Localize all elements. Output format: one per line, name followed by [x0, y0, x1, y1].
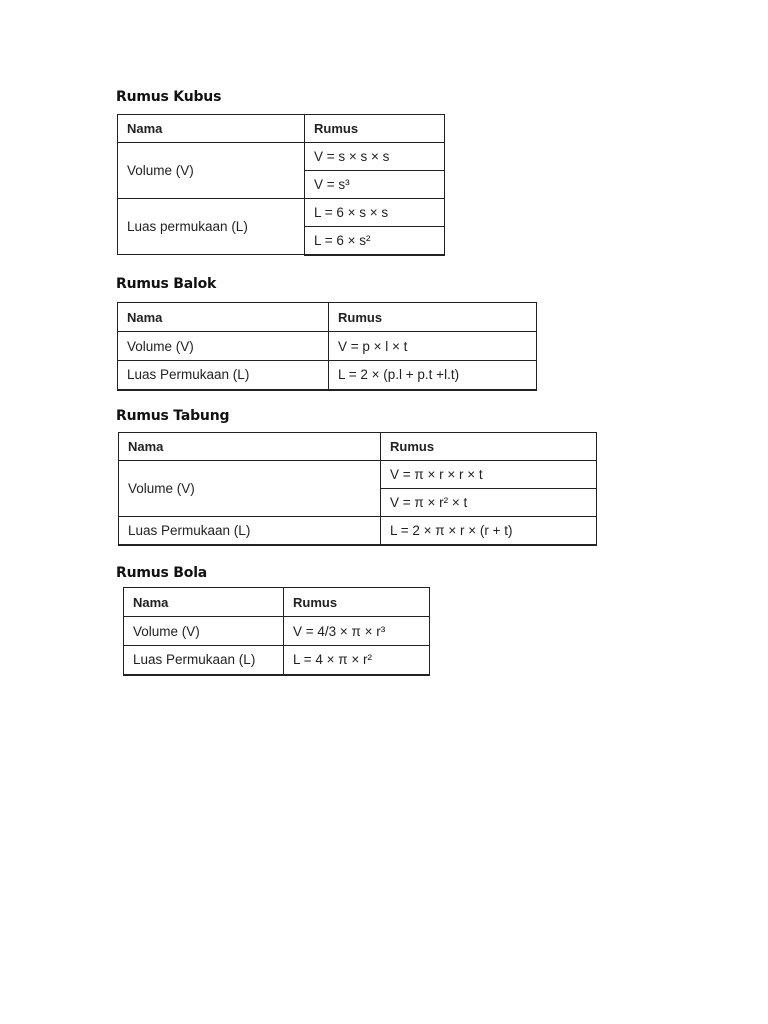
row-name-luas: Luas permukaan (L) [118, 199, 305, 255]
table-row [124, 617, 430, 646]
formula-cell: V = s³ [305, 171, 445, 199]
row-name-luas: Luas Permukaan (L) [124, 646, 284, 675]
table-balok [117, 302, 537, 391]
header-rumus: Rumus [381, 433, 597, 461]
header-rumus: Rumus [284, 588, 430, 617]
table-header-row [124, 588, 430, 617]
table-row [119, 461, 597, 489]
header-rumus: Rumus [329, 303, 537, 332]
header-nama: Nama [124, 588, 284, 617]
header-nama: Nama [118, 303, 329, 332]
table-row [118, 143, 445, 171]
formula-cell: L = 4 × π × r² [284, 646, 430, 675]
table-row [118, 361, 537, 390]
table-header-row [119, 433, 597, 461]
table-header-row [118, 115, 445, 143]
row-name-luas: Luas Permukaan (L) [119, 517, 381, 545]
formula-cell: V = p × l × t [329, 332, 537, 361]
formula-cell: V = 4/3 × π × r³ [284, 617, 430, 646]
formula-cell: L = 6 × s × s [305, 199, 445, 227]
formula-cell: V = s × s × s [305, 143, 445, 171]
table-row [119, 517, 597, 545]
section-title-kubus: Rumus Kubus [116, 89, 222, 105]
formula-cell: L = 6 × s² [305, 227, 445, 255]
section-title-balok: Rumus Balok [116, 276, 217, 292]
section-title-bola: Rumus Bola [116, 565, 208, 581]
table-row [118, 332, 537, 361]
table-row [124, 646, 430, 675]
row-name-volume: Volume (V) [119, 461, 381, 517]
formula-cell: L = 2 × (p.l + p.t +l.t) [329, 361, 537, 390]
row-name-volume: Volume (V) [118, 143, 305, 199]
table-tabung [118, 432, 597, 546]
table-bola [123, 587, 430, 676]
table-kubus [117, 114, 445, 256]
row-name-volume: Volume (V) [118, 332, 329, 361]
formula-cell: V = π × r × r × t [381, 461, 597, 489]
header-rumus: Rumus [305, 115, 445, 143]
formula-cell: V = π × r² × t [381, 489, 597, 517]
row-name-volume: Volume (V) [124, 617, 284, 646]
formula-cell: L = 2 × π × r × (r + t) [381, 517, 597, 545]
row-name-luas: Luas Permukaan (L) [118, 361, 329, 390]
section-title-tabung: Rumus Tabung [116, 408, 230, 424]
table-row [118, 199, 445, 227]
header-nama: Nama [118, 115, 305, 143]
header-nama: Nama [119, 433, 381, 461]
table-header-row [118, 303, 537, 332]
